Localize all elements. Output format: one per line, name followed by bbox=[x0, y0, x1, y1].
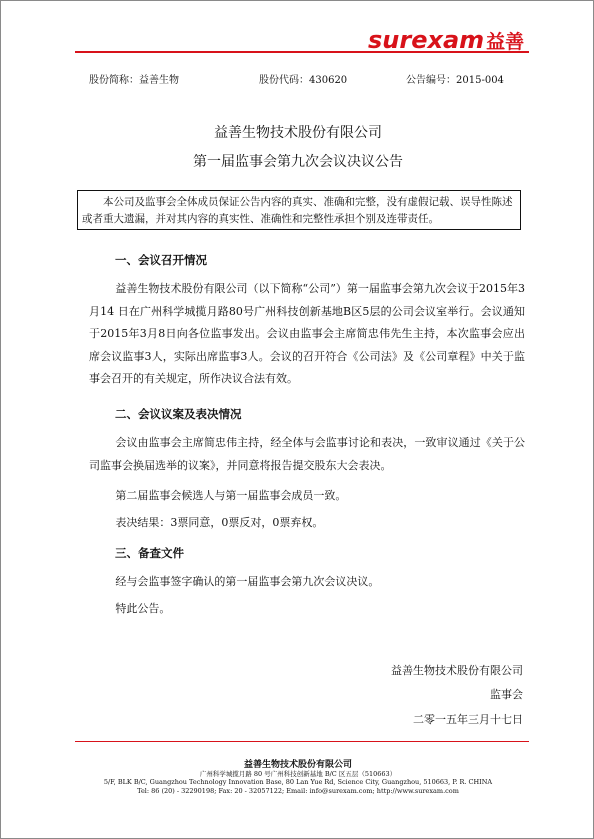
section-body-proposals: 会议由监事会主席简忠伟主持，经全体与会监事讨论和表决，一致审议通过《关于公司监事会换届选举的议案》，并同意将报告提交股东大会表决。 bbox=[89, 436, 525, 472]
stock-abbreviation: 股份简称：益善生物 bbox=[89, 75, 179, 86]
signature-board: 监事会 bbox=[490, 688, 523, 701]
footer-company: 益善生物技术股份有限公司 bbox=[243, 760, 352, 770]
stock-code: 股份代码：430620 bbox=[259, 75, 348, 86]
section-heading-proposals: 二、会议议案及表决情况 bbox=[115, 407, 242, 421]
section-body-documents: 经与会监事签字确认的第一届监事会第九次会议决议。 bbox=[115, 575, 380, 588]
declaration-box: 本公司及监事会全体成员保证公告内容的真实、准确和完整，没有虚假记载、误导性陈述或者重大遗漏，并对其内容的真实性、准确性和完整性承担个别及连带责任。 bbox=[77, 190, 521, 230]
closing-statement: 特此公告。 bbox=[115, 602, 171, 615]
section-body-meeting: 益善生物技术股份有限公司（以下简称“公司”）第一届监事会第九次会议于2015年3月14 日在广州科学城揽月路80号广州科技创新基地B区5层的公司会议室举行。会议通知于2015年3月8日向各位监事发出。会议由监事会主席简忠伟先生主持，本次监事会应出席会议监事3人，实际出席监事3人。会议的召开符合《公司法》及《公司章程》中关于监事会召开的有关规定，所作决议合法有效。 bbox=[89, 282, 525, 386]
footer-address-cn: 广州科学城揽月路 80 号广州科技创新基地 B/C 区五层（510663） bbox=[199, 770, 397, 778]
footer-rule bbox=[75, 741, 529, 742]
section-heading-documents: 三、备查文件 bbox=[115, 546, 184, 560]
signature-company: 益善生物技术股份有限公司 bbox=[391, 664, 523, 677]
company-title: 益善生物技术股份有限公司 bbox=[214, 125, 382, 141]
section-body-vote-result: 表决结果：3票同意，0票反对，0票弃权。 bbox=[115, 516, 324, 529]
surexam-logo bbox=[368, 28, 524, 52]
footer-contact: Tel: 86 (20) - 32290198; Fax: 20 - 32057122; Email: info@surexam.com; http://www.surexam.com bbox=[137, 787, 459, 795]
header-rule bbox=[75, 51, 529, 53]
footer-address-en: 5/F, BLK B/C, Guangzhou Technology Innovation Base, 80 Lan Yue Rd, Science City, Guangzhou, 510663, P. R. CHINA bbox=[103, 778, 493, 786]
notice-number: 公告编号：2015-004 bbox=[406, 75, 504, 86]
logo-cn-text: 益善 bbox=[486, 31, 525, 53]
signature-date: 二零一五年三月十七日 bbox=[413, 713, 523, 726]
section-body-candidates: 第二届监事会候选人与第一届监事会成员一致。 bbox=[115, 489, 347, 502]
notice-title: 第一届监事会第九次会议决议公告 bbox=[193, 154, 403, 170]
section-heading-meeting: 一、会议召开情况 bbox=[115, 253, 207, 267]
logo-text: surexam bbox=[368, 26, 485, 54]
